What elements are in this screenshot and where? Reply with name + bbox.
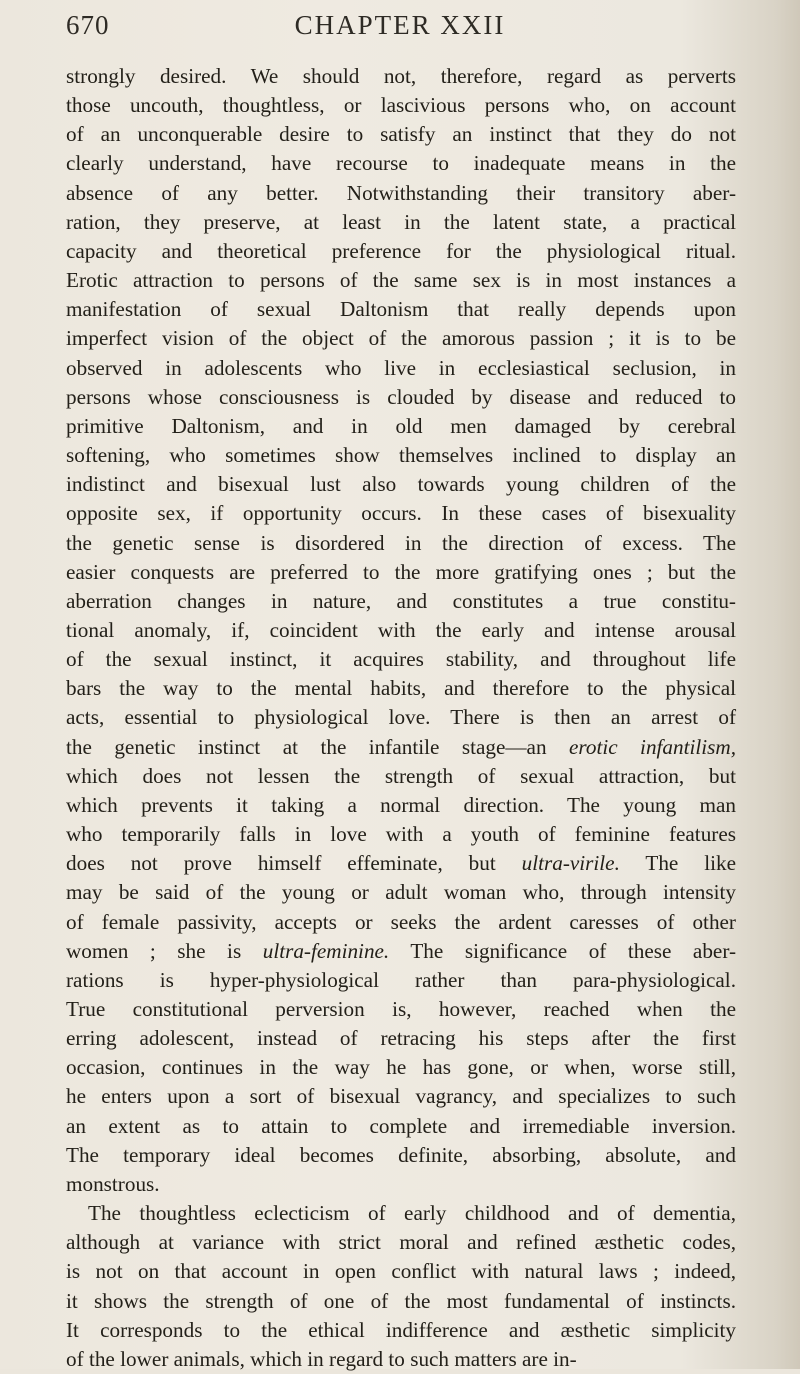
text-line: Erotic attraction to persons of the same sex is in most instances a [66,268,736,293]
text-line: occasion, continues in the way he has gone, or when, worse still, [66,1055,736,1080]
text-line [66,937,736,966]
text-line: imperfect vision of the object of the amorous passion ; it is to be [66,326,736,351]
text-line: of female passivity, accepts or seeks the ardent caresses of other [66,909,736,934]
text-line: persons whose consciousness is clouded by disease and reduced to [66,384,736,409]
text-line: of the lower animals, which in regard to such matters are in- [66,1346,577,1371]
text-line: erring adolescent, instead of retracing his steps after the first [66,1026,736,1051]
text-line: clearly understand, have recourse to inadequate means in the [66,151,736,176]
text-line: although at variance with strict moral and refined æsthetic codes, [66,1230,736,1255]
text-line: softening, who sometimes show themselves inclined to display an [66,443,736,468]
text-line [66,733,736,762]
text-line: of an unconquerable desire to satisfy an instinct that they do not [66,122,736,147]
italic-term: ultra-feminine. [262,938,390,963]
running-head: CHAPTER XXII [294,10,506,40]
text-line: aberration changes in nature, and constitutes a true constitu- [66,588,736,613]
text-line: rations is hyper-physiological rather than para-physiological. [66,967,736,992]
text-line: may be said of the young or adult woman who, through intensity [66,880,736,905]
text-line: manifestation of sexual Daltonism that really depends upon [66,297,736,322]
line-text: The like [619,851,736,876]
text-line: who temporarily falls in love with a youth of feminine features [66,822,736,847]
text-line: It corresponds to the ethical indifference and æsthetic simplicity [66,1317,736,1342]
text-line: is not on that account in open conflict with natural laws ; indeed, [66,1259,736,1284]
text-line: which prevents it taking a normal direction. The young man [66,792,736,817]
line-text: does not prove himself effeminate, but [66,851,522,876]
text-line: easier conquests are preferred to the more gratifying ones ; but the [66,559,736,584]
text-line: indistinct and bisexual lust also towards young children of the [66,472,736,497]
text-line [66,849,736,878]
line-text: women ; she is [66,938,263,963]
text-line: capacity and theoretical preference for the physiological ritual. [66,238,736,263]
text-line: of the sexual instinct, it acquires stability, and throughout life [66,647,736,672]
text-line: True constitutional perversion is, however, reached when the [66,997,736,1021]
text-line: monstrous. [66,1171,160,1196]
text-line: opposite sex, if opportunity occurs. In these cases of bisexuality [66,501,736,526]
text-line: bars the way to the mental habits, and therefore to the physical [66,676,736,701]
paragraph [66,1199,736,1374]
text-line: tional anomaly, if, coincident with the early and intense arousal [66,617,736,642]
text-line: those uncouth, thoughtless, or lascivious persons who, on account [66,93,736,118]
italic-term: erotic infantilism, [568,734,736,759]
text-line: strongly desired. We should not, therefore, regard as perverts [66,64,736,88]
text-line: observed in adolescents who live in ecclesiastical seclusion, in [66,355,736,380]
text-line: an extent as to attain to complete and irremediable inversion. [66,1113,736,1138]
text-line: the genetic sense is disordered in the direction of excess. The [66,530,736,555]
text-line: The thoughtless eclecticism of early childhood and of dementia, [88,1201,736,1226]
text-line: acts, essential to physiological love. There is then an arrest of [66,705,736,730]
text-line: he enters upon a sort of bisexual vagrancy, and specializes to such [66,1084,736,1109]
italic-term: ultra-virile. [521,851,620,876]
text-line: primitive Daltonism, and in old men damaged by cerebral [66,413,736,438]
page-header [66,6,734,50]
text-line: The temporary ideal becomes definite, absorbing, absolute, and [66,1142,736,1167]
text-line: ration, they preserve, at least in the latent state, a practical [66,209,736,234]
text-line: it shows the strength of one of the most fundamental of instincts. [66,1288,736,1313]
line-text: the genetic instinct at the infantile stage—an [66,734,569,759]
text-line: which does not lessen the strength of sexual attraction, but [66,763,736,788]
text-line: absence of any better. Notwithstanding their transitory aber- [66,180,736,205]
paragraph [66,62,736,1199]
page-number: 670 [66,10,110,40]
body-text [66,62,736,1374]
line-text: The significance of these aber- [389,938,737,963]
